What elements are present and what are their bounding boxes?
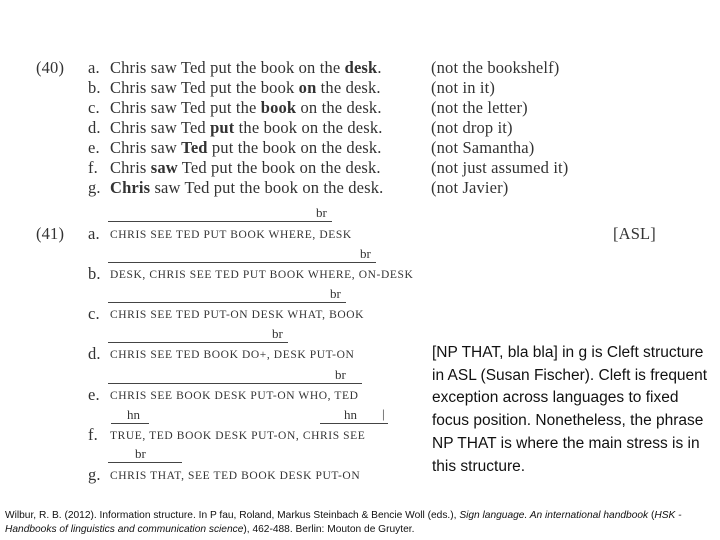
example-gloss: (not in it)	[431, 78, 495, 97]
example-sentence: Chris saw Ted put the book on the desk.	[110, 158, 381, 177]
example-gloss: (not Javier)	[431, 178, 509, 197]
example-gloss: (not the bookshelf)	[431, 58, 560, 77]
nonmanual-marker: br	[360, 246, 371, 261]
focus-word: saw	[150, 158, 178, 177]
example-letter: c.	[88, 98, 100, 117]
asl-gloss: CHRIS SEE TED PUT-ON DESK WHAT, BOOK	[110, 309, 365, 321]
nonmanual-marker: br	[335, 367, 346, 382]
asl-gloss: CHRIS SEE TED PUT BOOK WHERE, DESK	[110, 229, 352, 241]
example-letter: e.	[88, 385, 100, 404]
example-sentence: Chris saw Ted put the book on the desk.	[110, 58, 382, 77]
example-letter: d.	[88, 118, 101, 137]
example-letter: d.	[88, 344, 101, 363]
scope-bracket: |	[382, 406, 385, 421]
example-sentence: Chris saw Ted put the book on the desk.	[110, 78, 381, 97]
example-number-41: (41)	[36, 224, 65, 243]
nonmanual-scope-line	[108, 342, 288, 343]
example-letter: e.	[88, 138, 100, 157]
language-tag: [ASL]	[613, 224, 656, 243]
citation-series: HSK - Handbooks of linguistics and communication science	[5, 510, 682, 535]
nonmanual-scope-line	[108, 262, 376, 263]
nonmanual-marker: hn	[127, 407, 140, 422]
asl-gloss: TRUE, TED BOOK DESK PUT-ON, CHRIS SEE	[110, 430, 366, 442]
example-letter: b.	[88, 78, 101, 97]
nonmanual-scope-line	[111, 423, 149, 424]
nonmanual-marker: br	[135, 446, 146, 461]
asl-gloss: CHRIS SEE BOOK DESK PUT-ON WHO, TED	[110, 390, 359, 402]
example-sentence: Chris saw Ted put the book on the desk.	[110, 118, 383, 137]
focus-word: desk	[344, 58, 378, 77]
example-gloss: (not drop it)	[431, 118, 513, 137]
example-sentence: Chris saw Ted put the book on the desk.	[110, 138, 382, 157]
asl-gloss: CHRIS THAT, SEE TED BOOK DESK PUT-ON	[110, 470, 361, 482]
focus-word: book	[260, 98, 297, 117]
example-letter: a.	[88, 58, 100, 77]
nonmanual-scope-line	[320, 423, 388, 424]
example-letter: b.	[88, 264, 101, 283]
example-gloss: (not the letter)	[431, 98, 528, 117]
focus-word: Chris	[110, 178, 151, 197]
focus-word: put	[210, 118, 235, 137]
nonmanual-scope-line	[108, 383, 362, 384]
example-letter: f.	[88, 425, 98, 444]
example-letter: f.	[88, 158, 98, 177]
nonmanual-scope-line	[108, 302, 346, 303]
example-number-40: (40)	[36, 58, 65, 77]
example-letter: a.	[88, 224, 100, 243]
nonmanual-scope-line	[108, 221, 332, 222]
example-letter: g.	[88, 465, 101, 484]
example-letter: g.	[88, 178, 101, 197]
focus-word: on	[298, 78, 317, 97]
example-sentence: Chris saw Ted put the book on the desk.	[110, 178, 384, 197]
example-gloss: (not Samantha)	[431, 138, 535, 157]
example-gloss: (not just assumed it)	[431, 158, 569, 177]
example-letter: c.	[88, 304, 100, 323]
example-sentence: Chris saw Ted put the book on the desk.	[110, 98, 382, 117]
nonmanual-marker: br	[330, 286, 341, 301]
citation-title: Sign language. An international handbook	[459, 510, 649, 521]
annotation-note: [NP THAT, bla bla] in g is Cleft structure in ASL (Susan Fischer). Cleft is frequent exception across languages to fixed focus position. Nonetheless, the phrase NP THAT is where the main stress is in this structure.	[432, 344, 708, 475]
nonmanual-marker: br	[316, 205, 327, 220]
nonmanual-scope-line	[108, 462, 182, 463]
asl-gloss: CHRIS SEE TED BOOK DO+, DESK PUT-ON	[110, 349, 355, 361]
nonmanual-marker: hn	[344, 407, 357, 422]
asl-gloss: DESK, CHRIS SEE TED PUT BOOK WHERE, ON-DESK	[110, 269, 414, 281]
nonmanual-marker: br	[272, 326, 283, 341]
focus-word: Ted	[181, 138, 208, 157]
citation: Wilbur, R. B. (2012). Information structure. In P fau, Roland, Markus Steinbach & Bencie Woll (eds.), Sign language. An international handbook (HSK - Handbooks of linguistics and communication science), 462-488. Berlin: Mouton de Gruyter.	[5, 510, 682, 535]
